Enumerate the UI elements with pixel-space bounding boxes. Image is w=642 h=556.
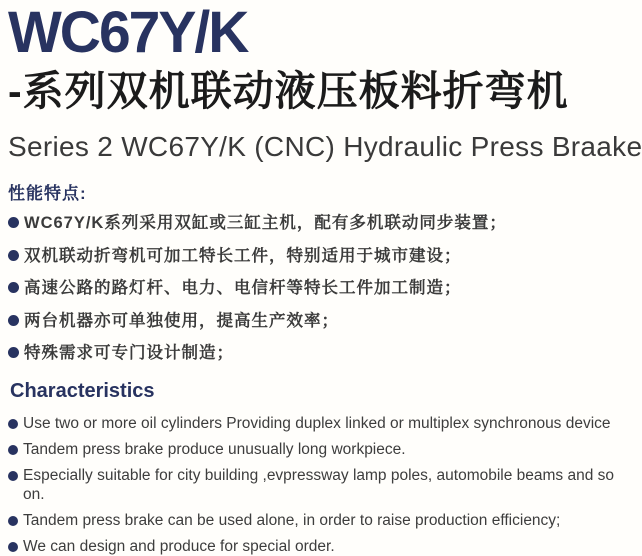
feature-text: We can design and produce for special order. <box>23 538 335 555</box>
title-chinese: -系列双机联动液压板料折弯机 <box>8 68 569 114</box>
features-cn-section <box>8 184 622 363</box>
bullet-icon <box>8 542 18 552</box>
feature-item <box>8 440 622 459</box>
feature-text: Especially suitable for city building ,evpressway lamp poles, automobile beams and so on. <box>23 467 615 503</box>
bullet-icon <box>8 250 19 261</box>
feature-text: Tandem press brake can be used alone, in order to raise production efficiency; <box>23 512 561 529</box>
bullet-icon <box>8 347 19 358</box>
feature-item <box>8 466 622 504</box>
features-en-heading: Characteristics <box>10 380 155 402</box>
feature-item <box>8 213 622 233</box>
feature-text: 高速公路的路灯杆、电力、电信杆等特长工件加工制造； <box>24 279 462 297</box>
features-en-list <box>8 414 622 556</box>
bullet-icon <box>8 217 19 228</box>
bullet-icon <box>8 445 18 455</box>
feature-item <box>8 311 622 331</box>
feature-item <box>8 414 622 433</box>
features-cn-list <box>8 213 622 363</box>
bullet-icon <box>8 471 18 481</box>
feature-text: 两台机器亦可单独使用，提高生产效率； <box>24 311 339 330</box>
feature-text: Tandem press brake produce unusually long workpiece. <box>23 441 406 458</box>
feature-item <box>8 511 622 530</box>
bullet-icon <box>8 282 19 293</box>
feature-item <box>8 537 622 556</box>
feature-text: Use two or more oil cylinders Providing duplex linked or multiplex synchronous device <box>23 415 611 432</box>
features-en-section <box>8 380 622 556</box>
bullet-icon <box>8 516 18 526</box>
model-title: WC67Y/K <box>8 0 248 66</box>
feature-item <box>8 278 622 298</box>
title-english: Series 2 WC67Y/K (CNC) Hydraulic Press Braake <box>8 131 642 162</box>
feature-item <box>8 246 622 266</box>
feature-text: 双机联动折弯机可加工特长工件，特别适用于城市建设； <box>24 246 462 265</box>
feature-text: WC67Y/K系列采用双缸或三缸主机，配有多机联动同步装置； <box>24 214 507 232</box>
features-cn-heading: 性能特点: <box>8 184 87 203</box>
bullet-icon <box>8 419 18 429</box>
feature-text: 特殊需求可专门设计制造； <box>24 344 234 362</box>
feature-item <box>8 343 622 363</box>
bullet-icon <box>8 315 19 326</box>
